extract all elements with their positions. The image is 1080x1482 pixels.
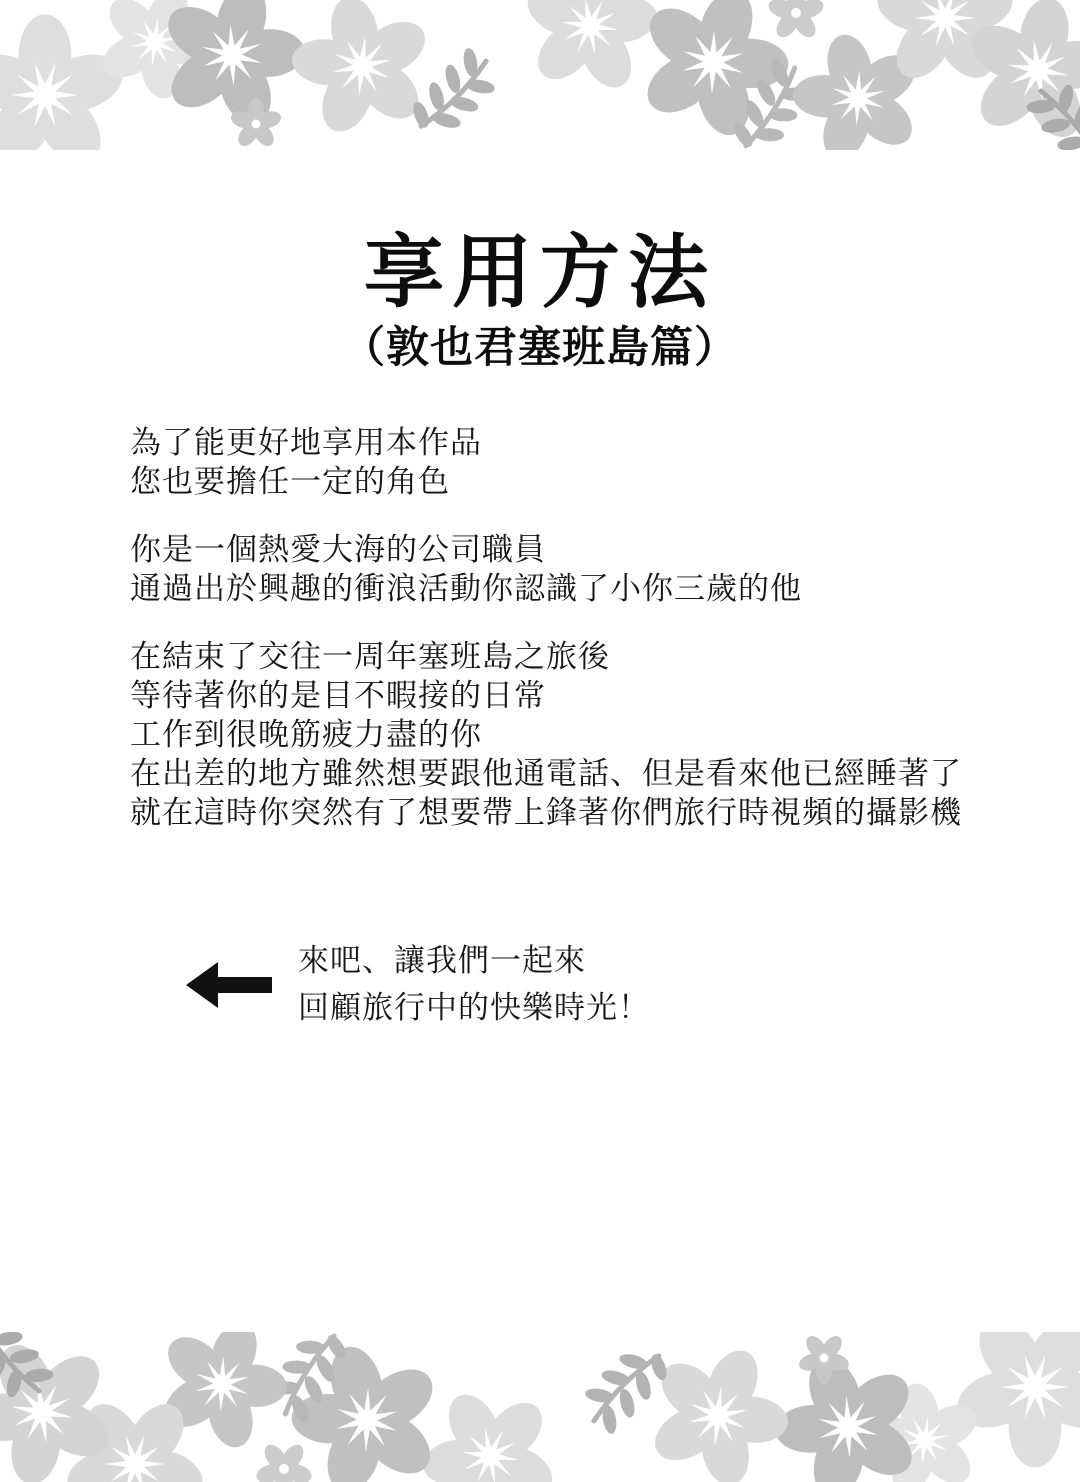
text-line: 你是一個熱愛大海的公司職員	[130, 532, 546, 568]
text-line: 工作到很晚筋疲力盡的你	[130, 717, 482, 753]
paragraph-role-intro	[130, 424, 962, 502]
text-line: 來吧、讓我們一起來	[298, 943, 586, 979]
floral-border-bottom-decoration	[0, 1332, 1080, 1482]
text-line: 等待著你的是目不暇接的日常	[130, 678, 546, 714]
paragraph-story-setup	[130, 638, 962, 833]
callout-text	[298, 938, 650, 1032]
paragraph-character-setup	[130, 531, 962, 609]
text-line: 就在這時你突然有了想要帶上鋒著你們旅行時視頻的攝影機	[130, 795, 962, 831]
text-line: 在出差的地方雖然想要跟他通電話、但是看來他已經睡著了	[130, 756, 962, 792]
text-line: 您也要擔任一定的角色	[130, 464, 450, 500]
left-arrow-icon	[186, 962, 272, 1008]
text-line: 回顧旅行中的快樂時光！	[298, 990, 650, 1026]
text-line: 為了能更好地享用本作品	[130, 425, 482, 461]
body-text	[130, 424, 962, 862]
page-subtitle: （敦也君塞班島篇）	[342, 323, 738, 373]
callout	[186, 938, 650, 1032]
page-title: 享用方法	[364, 226, 716, 319]
floral-border-top-decoration	[0, 0, 1080, 150]
text-line: 通過出於興趣的衝浪活動你認識了小你三歲的他	[130, 571, 802, 607]
text-line: 在結束了交往一周年塞班島之旅後	[130, 639, 610, 675]
